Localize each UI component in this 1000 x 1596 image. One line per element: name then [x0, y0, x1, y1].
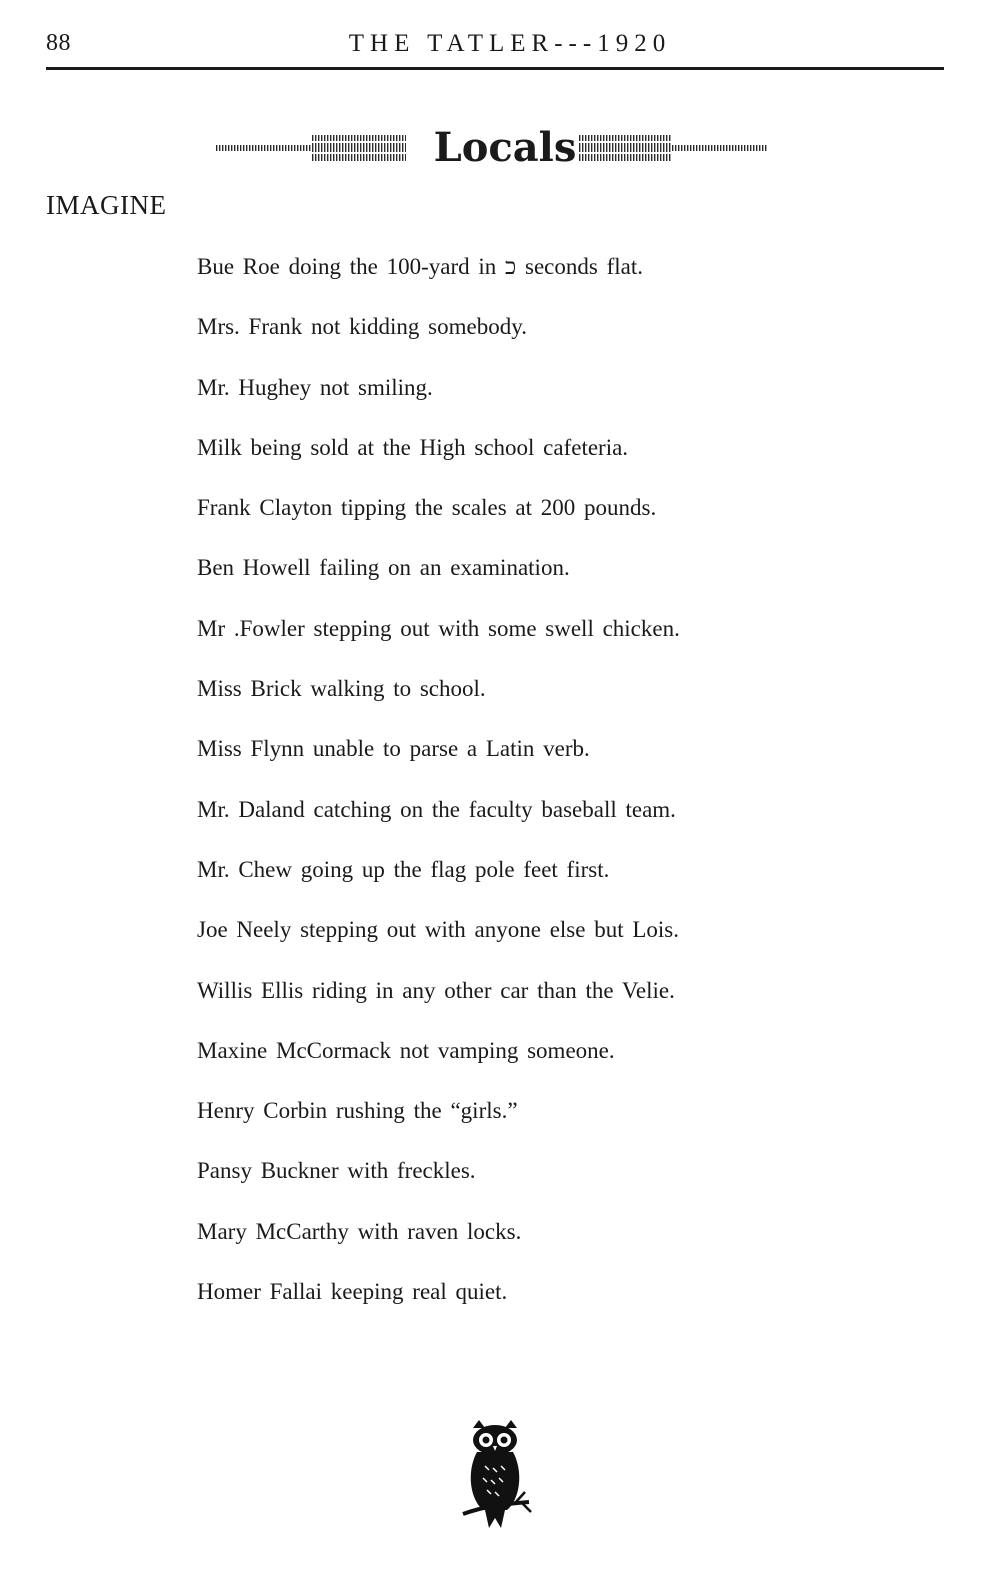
list-item: Frank Clayton tipping the scales at 200 pounds.	[197, 495, 657, 521]
list-item: Mr. Daland catching on the faculty baseball team.	[197, 796, 676, 822]
list-item: Miss Brick walking to school.	[197, 676, 486, 702]
running-head-title: THE TATLER---1920	[348, 30, 672, 57]
list-item: Homer Fallai keeping real quiet.	[197, 1279, 508, 1305]
list-item: Mr. Chew going up the flag pole feet first.	[197, 856, 610, 882]
list-item: Henry Corbin rushing the “girls.”	[197, 1098, 518, 1124]
owl-on-branch-icon	[455, 1418, 535, 1535]
page-number: 88	[46, 30, 71, 56]
list-item: Miss Flynn unable to parse a Latin verb.	[197, 736, 590, 762]
list-item: Mary McCarthy with raven locks.	[197, 1218, 522, 1244]
list-item: Mr. Hughey not smiling.	[197, 374, 433, 400]
list-item: Mr .Fowler stepping out with some swell chicken.	[197, 615, 680, 641]
list-item: Maxine McCormack not vamping someone.	[197, 1037, 615, 1063]
section-title: Locals	[433, 124, 577, 171]
list-item: Milk being sold at the High school cafeteria.	[197, 434, 629, 460]
header-rule	[46, 67, 944, 70]
list-item: Joe Neely stepping out with anyone else but Lois.	[197, 917, 680, 943]
section-heading	[0, 124, 1000, 172]
list-item: Bue Roe doing the 100-yard in כ seconds flat.	[197, 254, 643, 279]
list-item: Willis Ellis riding in any other car than the Velie.	[197, 977, 675, 1003]
list-item: Ben Howell failing on an examination.	[197, 555, 570, 581]
list-item: Pansy Buckner with freckles.	[197, 1158, 476, 1184]
locals-list	[197, 248, 680, 1333]
list-item: Mrs. Frank not kidding somebody.	[197, 314, 527, 340]
section-subheading: IMAGINE	[46, 190, 167, 220]
